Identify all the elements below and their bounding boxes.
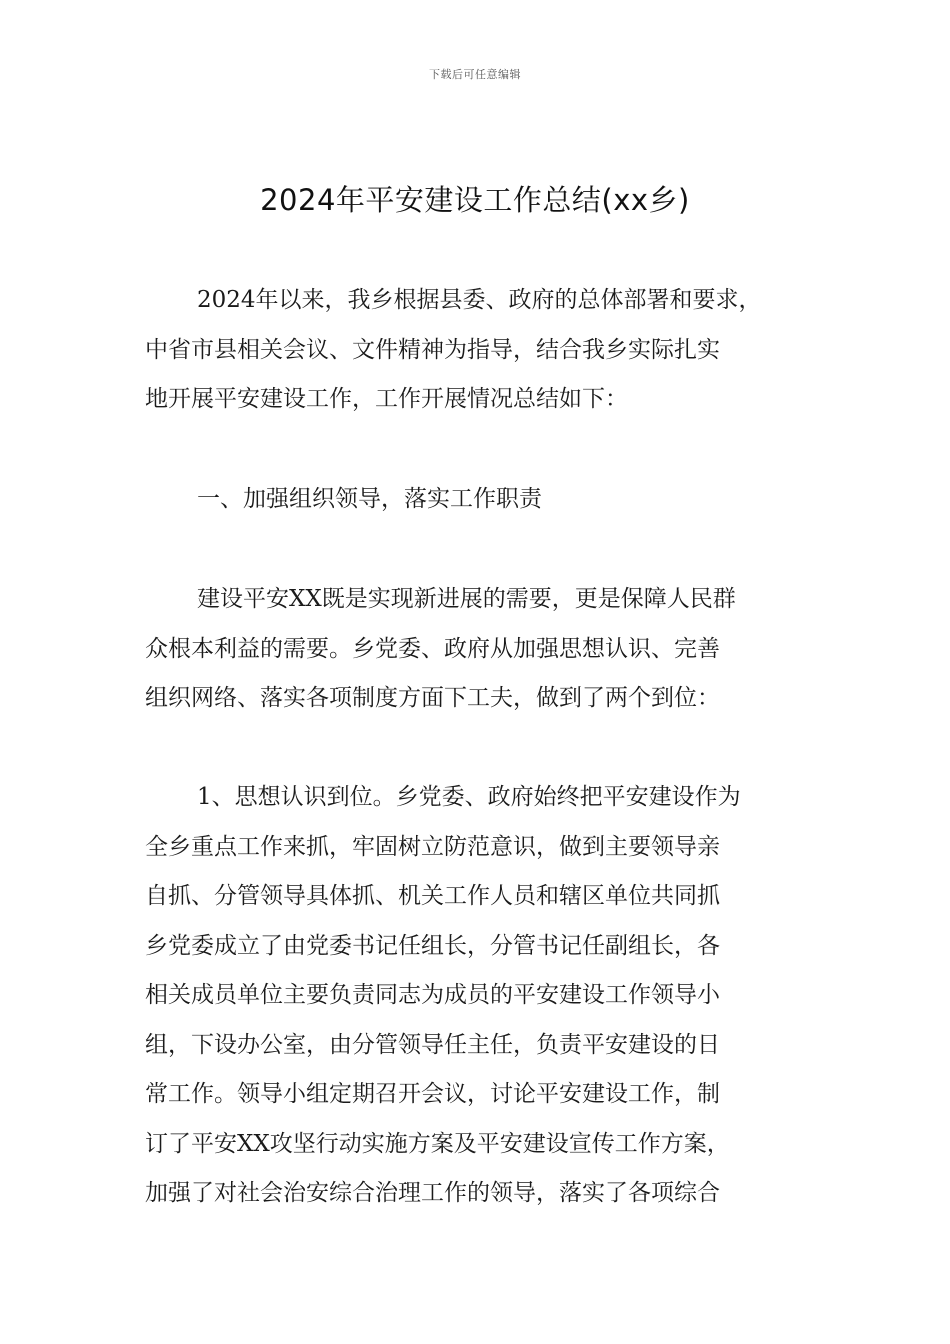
paragraph-line: 常工作。领导小组定期召开会议，讨论平安建设工作，制: [145, 1081, 720, 1107]
paragraph-line: 建设平安XX既是实现新进展的需要，更是保障人民群: [197, 586, 736, 612]
paragraph-line: 1、思想认识到位。乡党委、政府始终把平安建设作为: [197, 784, 741, 810]
paragraph-line: 乡党委成立了由党委书记任组长，分管书记任副组长，各: [145, 932, 720, 959]
section-heading-text: 一、加强组织领导，落实工作职责: [197, 486, 542, 512]
paragraph-line: 自抓、分管领导具体抓、机关工作人员和辖区单位共同抓: [145, 883, 720, 909]
intro-paragraph: [145, 276, 810, 425]
paragraph-line: 2024年以来，我乡根据县委、政府的总体部署和要求，: [197, 287, 762, 313]
body-paragraph: [145, 575, 810, 724]
paragraph-line: 中省市县相关会议、文件精神为指导，结合我乡实际扎实: [145, 336, 720, 363]
paragraph-line: 组，下设办公室，由分管领导任主任，负责平安建设的日: [145, 1031, 720, 1058]
paragraph-line: 加强了对社会治安综合治理工作的领导，落实了各项综合: [145, 1180, 720, 1206]
paragraph-line: 相关成员单位主要负责同志为成员的平安建设工作领导小: [145, 982, 720, 1008]
paragraph-line: 地开展平安建设工作，工作开展情况总结如下：: [145, 386, 628, 412]
paragraph-line: 订了平安XX攻坚行动实施方案及平安建设宣传工作方案，: [145, 1130, 730, 1157]
paragraph-line: 众根本利益的需要。乡党委、政府从加强思想认识、完善: [145, 635, 720, 662]
section-heading: [145, 475, 810, 525]
body-paragraph: [145, 773, 810, 1219]
paragraph-line: 组织网络、落实各项制度方面下工夫，做到了两个到位：: [145, 685, 720, 711]
document-title: 2024年平安建设工作总结(xx乡): [260, 183, 690, 217]
header-note: 下载后可任意编辑: [429, 68, 521, 81]
paragraph-line: 全乡重点工作来抓，牢固树立防范意识，做到主要领导亲: [145, 833, 720, 860]
